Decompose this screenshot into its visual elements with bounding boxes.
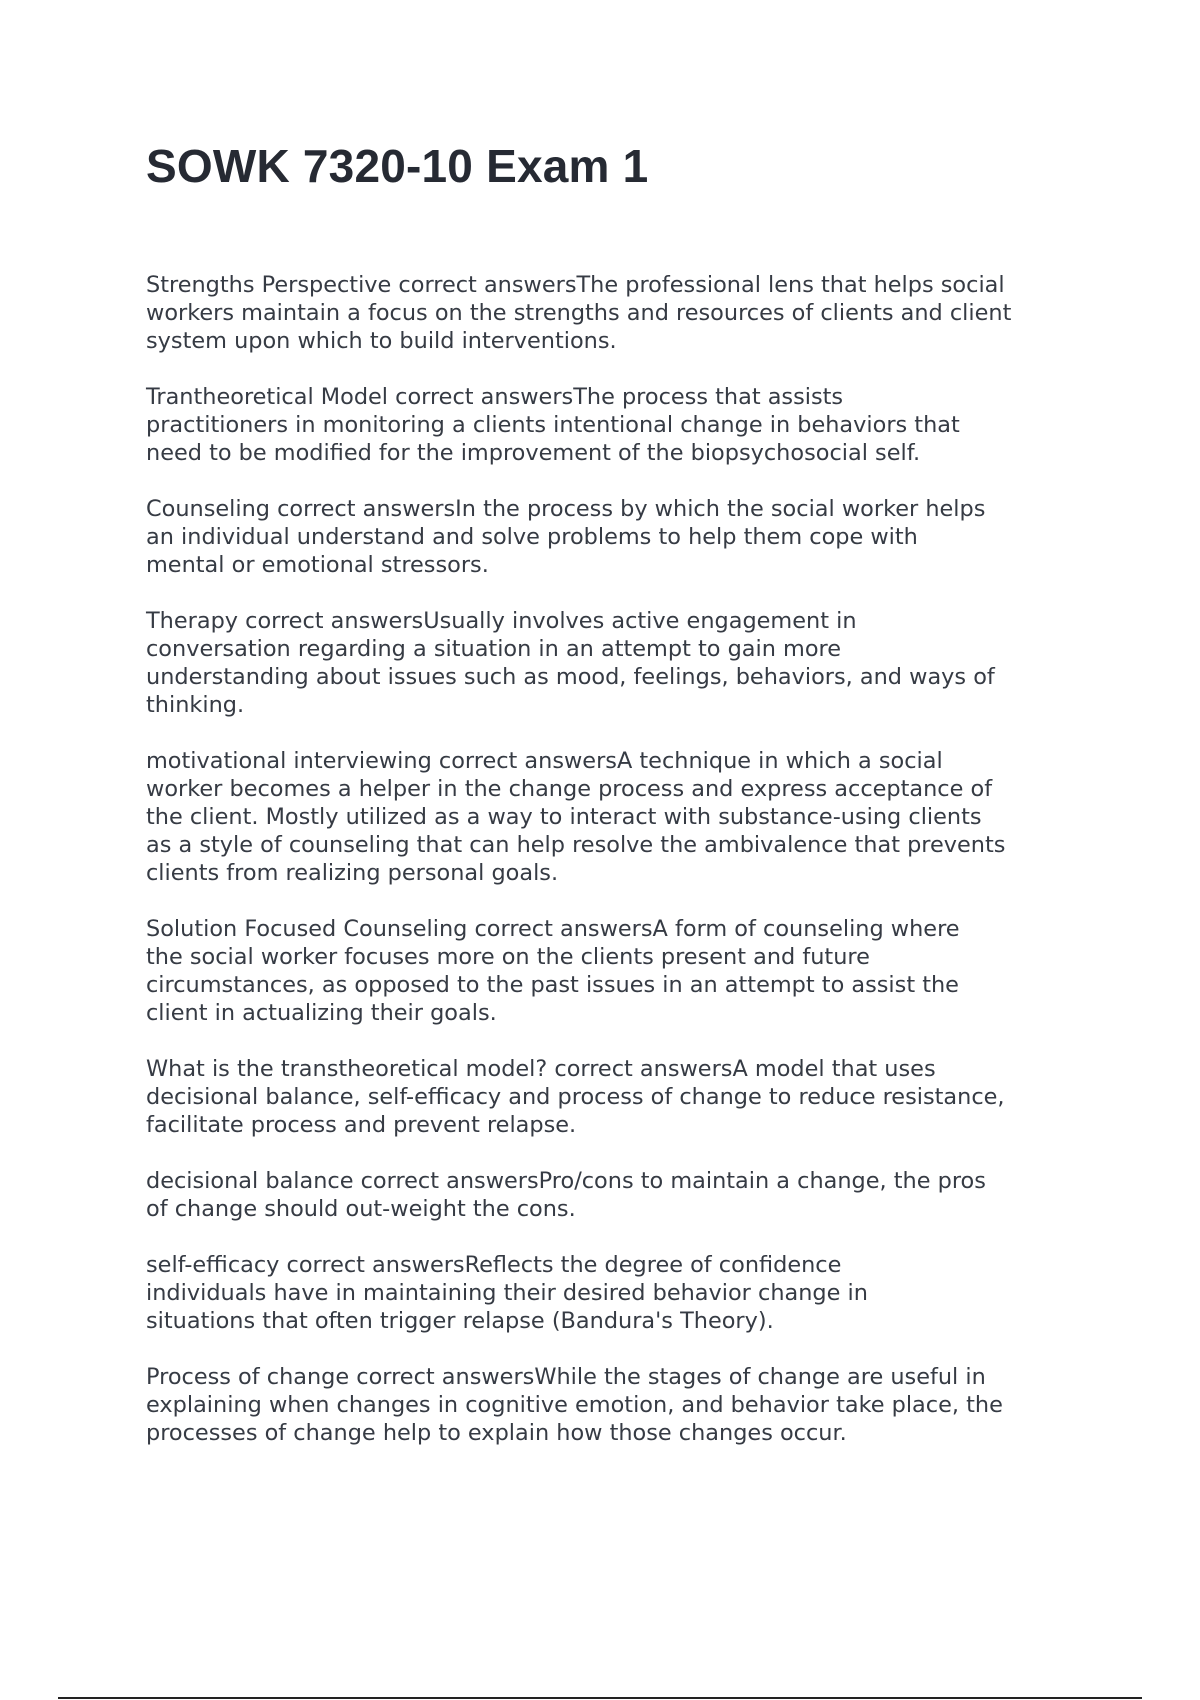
document-title: SOWK 7320-10 Exam 1 (146, 140, 649, 192)
entry-self-efficacy: self-efficacy correct answersReflects the degree of confidence individuals have in maintaining their desired behavior change in situations that often trigger relapse (Bandura's Theory). (146, 1251, 868, 1334)
document-page (146, 140, 1086, 1475)
entry-therapy: Therapy correct answersUsually involves active engagement in conversation regarding a situation in an attempt to gain more understanding about issues such as mood, feelings, behaviors, and ways of thinking. (146, 607, 995, 718)
entry-process-of-change: Process of change correct answersWhile the stages of change are useful in explaining when changes in cognitive emotion, and behavior take place, the processes of change help to explain how those changes occur. (146, 1363, 1003, 1446)
entry-motivational-interviewing: motivational interviewing correct answersA technique in which a social worker becomes a helper in the change process and express acceptance of the client. Mostly utilized as a way to interact with substance-using clients as a style of counseling that can help resolve the ambivalence that prevents clients from realizing personal goals. (146, 747, 1006, 886)
entry-trantheoretical-model: Trantheoretical Model correct answersThe process that assists practitioners in monitoring a clients intentional change in behaviors that need to be modified for the improvement of the biopsychosocial self. (146, 383, 960, 466)
entry-transtheoretical-model-question: What is the transtheoretical model? correct answersA model that uses decisional balance, self-efficacy and process of change to reduce resistance, facilitate process and prevent relapse. (146, 1055, 1005, 1138)
entry-decisional-balance: decisional balance correct answersPro/cons to maintain a change, the pros of change should out-weight the cons. (146, 1167, 986, 1222)
entry-list (146, 271, 1086, 1447)
entry-strengths-perspective: Strengths Perspective correct answersThe professional lens that helps social workers maintain a focus on the strengths and resources of clients and client system upon which to build interventions. (146, 271, 1012, 354)
page-bottom-divider (58, 1697, 1142, 1699)
entry-solution-focused-counseling: Solution Focused Counseling correct answersA form of counseling where the social worker focuses more on the clients present and future circumstances, as opposed to the past issues in an attempt to assist the client in actualizing their goals. (146, 915, 960, 1026)
entry-counseling: Counseling correct answersIn the process by which the social worker helps an individual understand and solve problems to help them cope with mental or emotional stressors. (146, 495, 986, 578)
